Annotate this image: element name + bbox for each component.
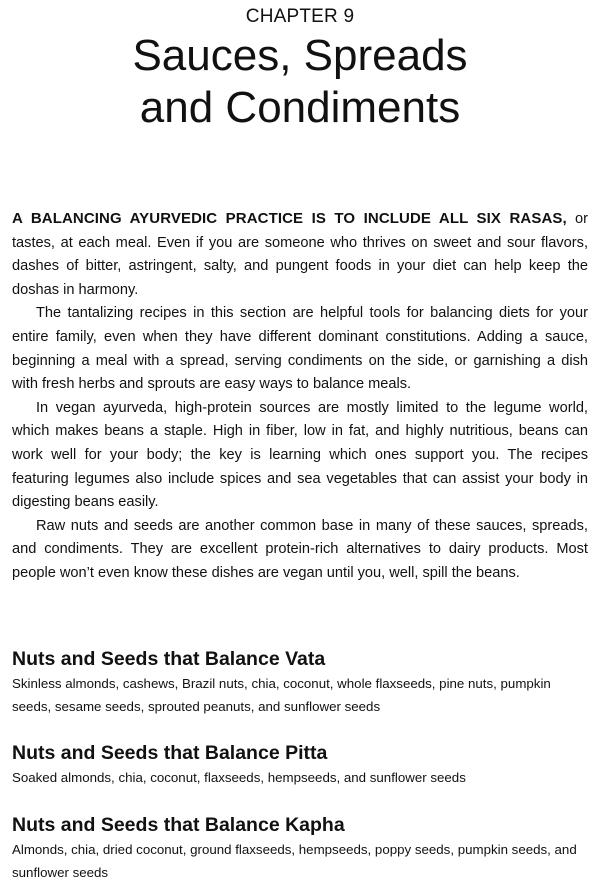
section-pitta-heading: Nuts and Seeds that Balance Pitta [12,742,328,764]
chapter-title-line-2: and Condiments [139,83,461,132]
intro-paragraph-2: The tantalizing recipes in this section are helpful tools for balancing diets for your entire family, even when they have different dominant constitutions. Adding a sauce, beginning a meal with a spread, serving condiments on the side, or garnishing a dish with fresh herbs and sprouts are easy ways to balance meals. [12,305,588,393]
section-vata-list: Skinless almonds, cashews, Brazil nuts, chia, coconut, whole flaxseeds, pine nuts, pumpkin seeds, sesame seeds, sprouted peanuts, and sunflower seeds [12,676,551,714]
intro-paragraph-1-text: or tastes, at each meal. Even if you are someone who thrives on sweet and sour flavors, dashes of bitter, astringent, salty, and pungent foods in your diet can help keep the doshas in harmony. [12,211,588,298]
chapter-title [0,30,600,134]
intro-paragraph-4: Raw nuts and seeds are another common base in many of these sauces, spreads, and condiments. They are excellent protein-rich alternatives to dairy products. Most people won’t even know these dishes are vegan until you, well, spill the beans. [12,517,588,581]
section-kapha [12,812,588,884]
intro-text [12,207,588,586]
chapter-label: CHAPTER 9 [245,6,355,27]
section-vata [12,646,588,718]
lead-in-caps: A BALANCING AYURVEDIC PRACTICE IS TO INCLUDE ALL SIX RASAS, [12,210,567,227]
intro-paragraph-1 [12,207,588,302]
intro-paragraph-3: In vegan ayurveda, high-protein sources are mostly limited to the legume world, which makes beans a staple. High in fiber, low in fat, and highly nutritious, beans can work well for your body; the key is learning which ones support you. The recipes featuring legumes also include spices and sea vegetables that can assist your body in digesting beans easily. [12,399,588,511]
chapter-title-line-1: Sauces, Spreads [132,31,468,80]
section-kapha-heading: Nuts and Seeds that Balance Kapha [12,814,345,836]
section-kapha-list: Almonds, chia, dried coconut, ground flaxseeds, hempseeds, poppy seeds, pumpkin seeds, and sunflower seeds [12,842,577,880]
section-pitta-list: Soaked almonds, chia, coconut, flaxseeds, hempseeds, and sunflower seeds [12,770,466,785]
section-pitta [12,740,588,789]
section-vata-heading: Nuts and Seeds that Balance Vata [12,648,326,670]
